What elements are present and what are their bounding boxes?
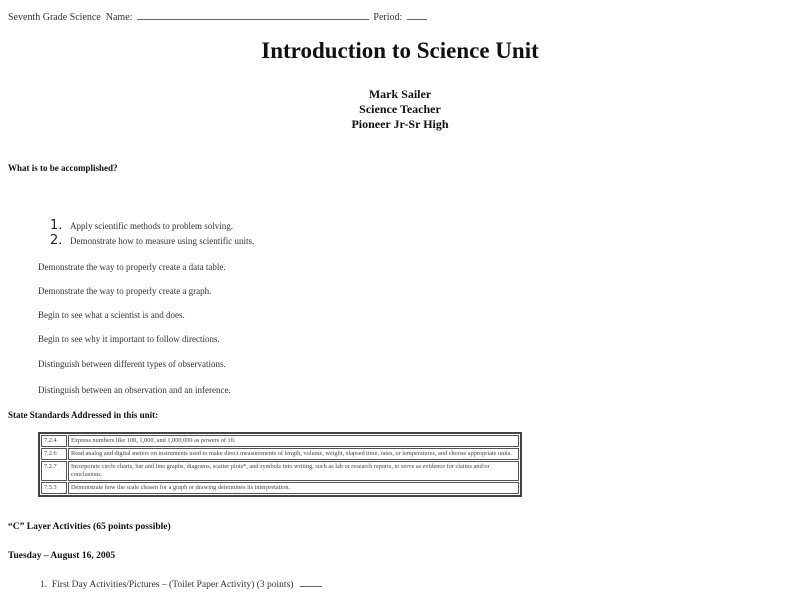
standard-code: 7.2.7 [41, 461, 67, 481]
author-name: Mark Sailer [368, 87, 432, 101]
table-row [41, 482, 519, 494]
standard-text: Read analog and digital meters on instruments used to make direct measurements of length, volume, weight, elapsed time, rates, or temperatures, and choose appropriate units. [68, 448, 519, 460]
standard-code: 7.5.3 [41, 482, 67, 494]
standard-code: 7.2.6 [41, 448, 67, 460]
period-label: Period: [373, 12, 403, 23]
course-label: Seventh Grade Science [8, 12, 101, 23]
points-blank [300, 585, 322, 587]
objectives-list [50, 218, 254, 248]
activity-item [40, 580, 324, 590]
table-row [41, 435, 519, 447]
name-blank [137, 18, 369, 20]
goal-item: Begin to see what a scientist is and does. [38, 310, 185, 320]
activity-number: 1. [40, 580, 48, 590]
page-title: Introduction to Science Unit [261, 38, 539, 63]
standard-code: 7.2.4 [41, 435, 67, 447]
author-role: Science Teacher [359, 102, 441, 116]
name-label: Name: [105, 12, 133, 23]
accomplished-heading: What is to be accomplished? [8, 163, 118, 173]
activity-text: First Day Activities/Pictures – (Toilet Paper Activity) (3 points) [51, 580, 294, 590]
author-school: Pioneer Jr-Sr High [351, 117, 449, 131]
activities-heading: “C” Layer Activities (65 points possible) [8, 522, 171, 532]
goal-item: Demonstrate the way to properly create a graph. [38, 286, 212, 296]
worksheet-header [8, 12, 429, 23]
goal-item: Begin to see why it important to follow directions. [38, 334, 220, 344]
objective-number: 2. [50, 233, 63, 248]
goal-item: Demonstrate the way to properly create a data table. [38, 262, 226, 272]
standard-text: Express numbers like 100, 1,000, and 1,000,000 as powers of 10. [68, 435, 519, 447]
objective-number: 1. [50, 218, 63, 233]
goal-item: Distinguish between different types of observations. [38, 359, 226, 369]
objective-item [50, 233, 254, 248]
standard-text: Incorporate circle charts, bar and line graphs, diagrams, scatter plots*, and symbols into writing, such as lab or research reports, to serve as evidence for claims and/or conclusions. [68, 461, 519, 481]
period-blank [407, 18, 427, 20]
author-block [0, 87, 800, 132]
table-row [41, 461, 519, 481]
standards-heading: State Standards Addressed in this unit: [8, 410, 159, 420]
activity-date: Tuesday – August 16, 2005 [8, 551, 116, 561]
table-row [41, 448, 519, 460]
objective-text: Demonstrate how to measure using scientific units. [70, 235, 255, 246]
objective-text: Apply scientific methods to problem solving. [70, 220, 233, 231]
goal-item: Distinguish between an observation and an inference. [38, 385, 231, 395]
standards-table [38, 432, 522, 497]
objective-item [50, 218, 254, 233]
standard-text: Demonstrate how the scale chosen for a graph or drawing determines its interpretation. [68, 482, 519, 494]
